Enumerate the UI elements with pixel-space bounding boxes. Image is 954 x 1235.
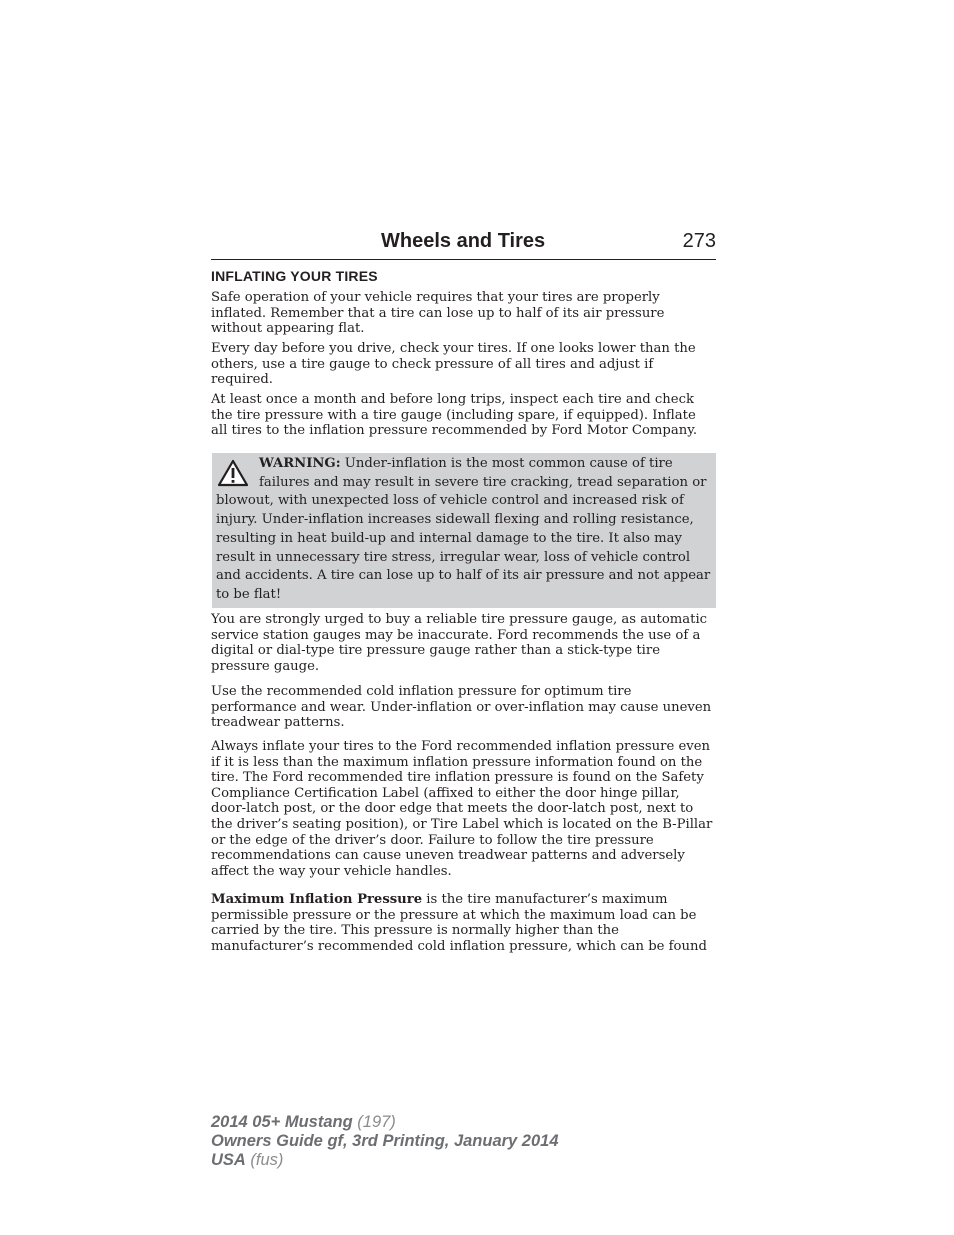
footer-market-line: [211, 1151, 559, 1170]
paragraph-pressure-gauge: You are strongly urged to buy a reliable tire pressure gauge, as automatic service station gauges may be inaccurate. Ford recommends the use of a digital or dial-type tire pressure gauge rather than a stick-type tire pressure gauge.: [211, 612, 708, 674]
footer-model-line: [211, 1113, 559, 1132]
section-title: INFLATING YOUR TIRES: [211, 268, 378, 284]
paragraph-cold-inflation: Use the recommended cold inflation pressure for optimum tire performance and wear. Under-inflation or over-inflation may cause uneven treadwear patterns.: [211, 684, 712, 731]
chapter-title: Wheels and Tires: [381, 230, 546, 252]
page-number: 273: [682, 230, 716, 252]
footer-model-code: (197): [352, 1113, 396, 1131]
footer-guide: Owners Guide gf, 3rd Printing, January 2014: [211, 1132, 559, 1150]
warning-body: Under-inflation is the most common cause of tire failures and may result in severe tire cracking, tread separation or blowout, with unexpected loss of vehicle control and increased risk of injury. Under-inflation increases sidewall flexing and rolling resistance, resulting in heat build-up and internal damage to the tire. It also may result in unnecessary tire stress, irregular wear, loss of vehicle control and accidents. A tire can lose up to half of its air pressure and not appear to be flat!: [216, 456, 711, 602]
page-header: [211, 229, 716, 260]
warning-box: [212, 453, 716, 608]
footer-market-code: (fus): [245, 1151, 284, 1169]
warning-text: [216, 455, 712, 605]
footer-market: USA: [211, 1151, 246, 1169]
term-maximum-inflation-pressure: Maximum Inflation Pressure: [211, 892, 423, 907]
paragraph-maximum-pressure: [211, 892, 716, 954]
warning-label: WARNING:: [259, 456, 341, 471]
footer-model: 2014 05+ Mustang: [211, 1113, 353, 1131]
paragraph-check-daily: Every day before you drive, check your tires. If one looks lower than the others, use a tire gauge to check pressure of all tires and adjust if required.: [211, 341, 696, 388]
footer-guide-line: [211, 1132, 559, 1151]
page-footer: [211, 1113, 559, 1170]
paragraph-monthly-inspection: At least once a month and before long trips, inspect each tire and check the tire pressure with a tire gauge (including spare, if equipped). Inflate all tires to the inflation pressure recommended by Ford Motor Company.: [211, 392, 698, 439]
maximum-pressure-definition: is the tire manufacturer’s maximum permissible pressure or the pressure at which the maximum load can be carried by the tire. This pressure is normally higher than the manufacturer’s recommended cold inflation pressure, which can be found: [211, 892, 707, 954]
paragraph-safe-operation: Safe operation of your vehicle requires that your tires are properly inflated. Remember that a tire can lose up to half of its air pressure without appearing flat.: [211, 290, 665, 337]
paragraph-recommended-pressure: Always inflate your tires to the Ford recommended inflation pressure even if it is less than the maximum inflation pressure information found on the tire. The Ford recommended tire inflation pressure is found on the Safety Compliance Certification Label (affixed to either the door hinge pillar, door-latch post, or the door edge that meets the door-latch post, next to the driver’s seating position), or Tire Label which is located on the B-Pillar or the edge of the driver’s door. Failure to follow the tire pressure recommendations can cause uneven treadwear patterns and adversely affect the way your vehicle handles.: [211, 739, 713, 879]
